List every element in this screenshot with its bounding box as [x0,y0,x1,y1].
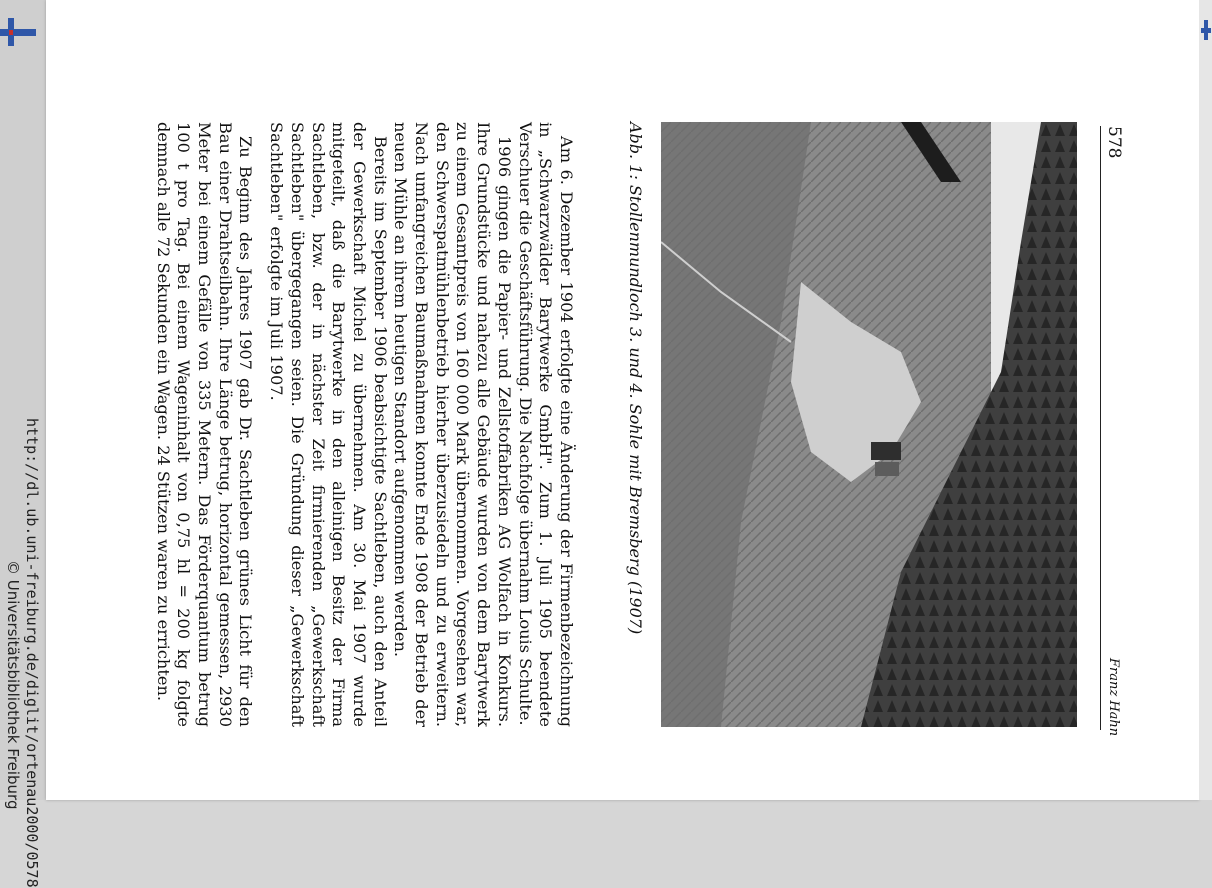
paragraph: 1906 gingen die Papier- und Zellstoffabriken AG Wolfach in Konkurs. Ihre Grundstücke und nahezu alle Gebäude wurden von dem Barytwerk zu einem Gesamtpreis von 160 000 Mark übernommen. Vorgesehen war, den Schwerspatmühlenbetrieb hierher überzusiedeln und zu erweitern. Nach umfangreichen Baumaßnahmen konnte Ende 1908 der Betrieb der neuen Mühle an ihrem heutigen Standort aufgenommen werden. [391,122,514,727]
right-margin [1199,0,1212,800]
running-head-author: Franz Hahn [1106,658,1121,737]
library-logo-icon [1201,20,1211,40]
copyright-notice: © Universitätsbibliothek Freiburg [4,560,22,810]
left-margin [0,0,46,888]
body-text [152,122,576,727]
paragraph: Bereits im September 1906 beabsichtigte Sachtleben, auch den Anteil der Gewerkschaft Michel zu übernehmen. Am 30. Mai 1907 wurde mitgeteilt, daß die Barytwerke in den alleinigen Besitz der Firma Sachtleben, bzw. der in nächster Zeit firmierenden „Gewerkschaft Sachtleben" übergegangen seien. Die Gründung dieser „Gewerkschaft Sachtleben" erfolgte im Juli 1907. [267,122,390,727]
source-url[interactable]: http://dl.ub.uni-freiburg.de/diglit/ortenau2000/0578 [23,418,41,888]
header-rule [1100,126,1101,730]
library-logo-icon [0,18,36,46]
paragraph: Zu Beginn des Jahres 1907 gab Dr. Sachtleben grünes Licht für den Bau einer Drahtseilbahn. Ihre Länge betrug, horizontal gemessen, 2930 Meter bei einem Gefälle von 335 Metern. Das Förderquantum betrug 100 t pro Tag. Bei einem Wageninhalt von 0,75 hl = 200 kg folgte demnach alle 72 Sekunden ein Wagen. 24 Stützen waren zu errichten. [153,122,256,727]
historical-photograph [661,122,1077,727]
page-number: 578 [1104,126,1124,159]
paragraph: Am 6. Dezember 1904 erfolgte eine Änderung der Firmenbezeichnung in „Schwarzwälder Barytwerke GmbH". Zum 1. Juli 1905 beendete Verschuer die Geschäftsführung. Die Nachfolge übernahm Louis Schulte. [515,122,576,727]
figure-caption: Abb. 1: Stollenmundloch 3. und 4. Sohle mit Bremsberg (1907) [626,122,645,635]
